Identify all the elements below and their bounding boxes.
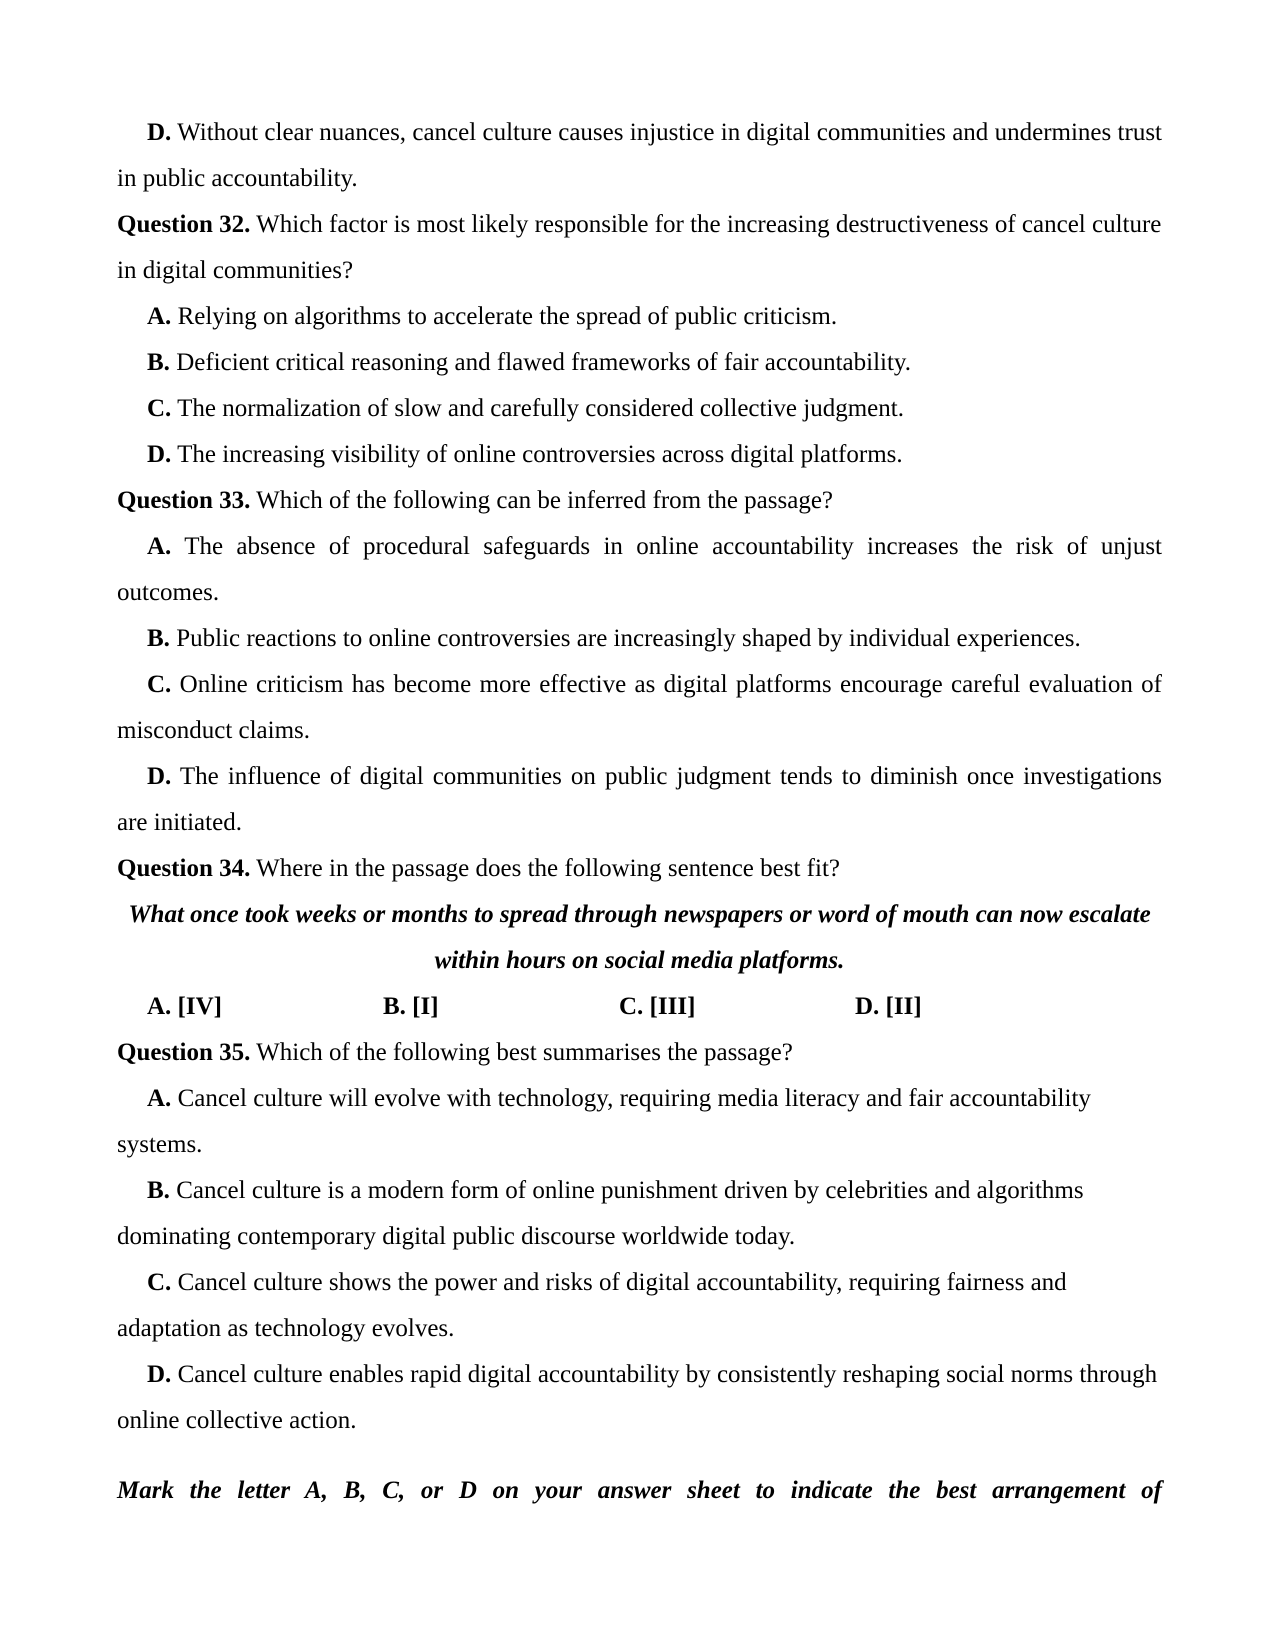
q33-option-d <box>117 754 1162 846</box>
question-34 <box>117 846 1162 892</box>
option-text: Cancel culture is a modern form of online punishment driven by celebrities and algorithms dominating contemporary digital public discourse worldwide today. <box>117 1177 1084 1250</box>
question-35 <box>117 1030 1162 1076</box>
question-number: Question 35. <box>117 1039 251 1066</box>
question-prompt: Which of the following can be inferred from the passage? <box>250 487 834 514</box>
option-text: Cancel culture shows the power and risks of digital accountability, requiring fairness and adaptation as technology evolves. <box>117 1269 1067 1342</box>
option-letter: D. <box>147 441 172 468</box>
q33-option-a <box>117 524 1162 616</box>
q35-option-b <box>117 1168 1162 1260</box>
option-letter: A. <box>147 303 172 330</box>
q35-option-d <box>117 1352 1162 1444</box>
question-prompt: Which of the following best summarises the passage? <box>250 1039 793 1066</box>
q31-option-d <box>117 110 1162 202</box>
option-text: Cancel culture will evolve with technology, requiring media literacy and fair accountability systems. <box>117 1085 1091 1158</box>
option-letter: C. <box>147 671 172 698</box>
q34-option-c: C. [III] <box>619 993 696 1020</box>
option-letter: D. <box>147 1361 172 1388</box>
q35-option-a <box>117 1076 1162 1168</box>
q33-option-b <box>117 616 1162 662</box>
option-letter: D. <box>147 763 172 790</box>
q32-option-b <box>117 340 1162 386</box>
option-text: The increasing visibility of online controversies across digital platforms. <box>171 441 903 468</box>
q32-option-a <box>117 294 1162 340</box>
option-letter: B. <box>147 349 170 376</box>
option-letter: C. <box>147 1269 172 1296</box>
question-prompt: Where in the passage does the following sentence best fit? <box>250 855 840 882</box>
q33-option-c <box>117 662 1162 754</box>
q35-option-c <box>117 1260 1162 1352</box>
option-text: Cancel culture enables rapid digital accountability by consistently reshaping social norms through online collective action. <box>117 1361 1158 1434</box>
question-prompt: Which factor is most likely responsible for the increasing destructiveness of cancel culture in digital communities? <box>117 211 1162 284</box>
option-letter: C. <box>147 395 172 422</box>
question-number: Question 32. <box>117 211 251 238</box>
section-instruction: Mark the letter A, B, C, or D on your answer sheet to indicate the best arrangement of <box>117 1477 1162 1504</box>
q34-options <box>117 984 1162 1030</box>
option-text: Without clear nuances, cancel culture causes injustice in digital communities and undermines trust in public accountability. <box>117 119 1162 192</box>
q34-option-d: D. [II] <box>855 993 922 1020</box>
option-text: Online criticism has become more effective as digital platforms encourage careful evaluation of misconduct claims. <box>117 671 1162 744</box>
option-letter: D. <box>147 119 172 146</box>
option-text: The normalization of slow and carefully considered collective judgment. <box>171 395 904 422</box>
question-number: Question 34. <box>117 855 251 882</box>
option-letter: A. <box>147 533 172 560</box>
option-letter: B. <box>147 625 170 652</box>
q32-option-c <box>117 386 1162 432</box>
option-text: The absence of procedural safeguards in online accountability increases the risk of unjust outcomes. <box>117 533 1162 606</box>
page-content <box>117 110 1162 1514</box>
question-32 <box>117 202 1162 294</box>
option-text: Relying on algorithms to accelerate the spread of public criticism. <box>171 303 838 330</box>
option-text: Public reactions to online controversies are increasingly shaped by individual experiences. <box>169 625 1081 652</box>
option-text: The influence of digital communities on public judgment tends to diminish once investigations are initiated. <box>117 763 1162 836</box>
option-letter: A. <box>147 1085 172 1112</box>
q32-option-d <box>117 432 1162 478</box>
question-33 <box>117 478 1162 524</box>
q34-option-b: B. [I] <box>383 993 439 1020</box>
q34-quoted-sentence: What once took weeks or months to spread through newspapers or word of mouth can now escalate within hours on social media platforms. <box>128 901 1151 974</box>
q34-option-a: A. [IV] <box>147 993 222 1020</box>
option-text: Deficient critical reasoning and flawed frameworks of fair accountability. <box>169 349 912 376</box>
question-number: Question 33. <box>117 487 251 514</box>
option-letter: B. <box>147 1177 170 1204</box>
